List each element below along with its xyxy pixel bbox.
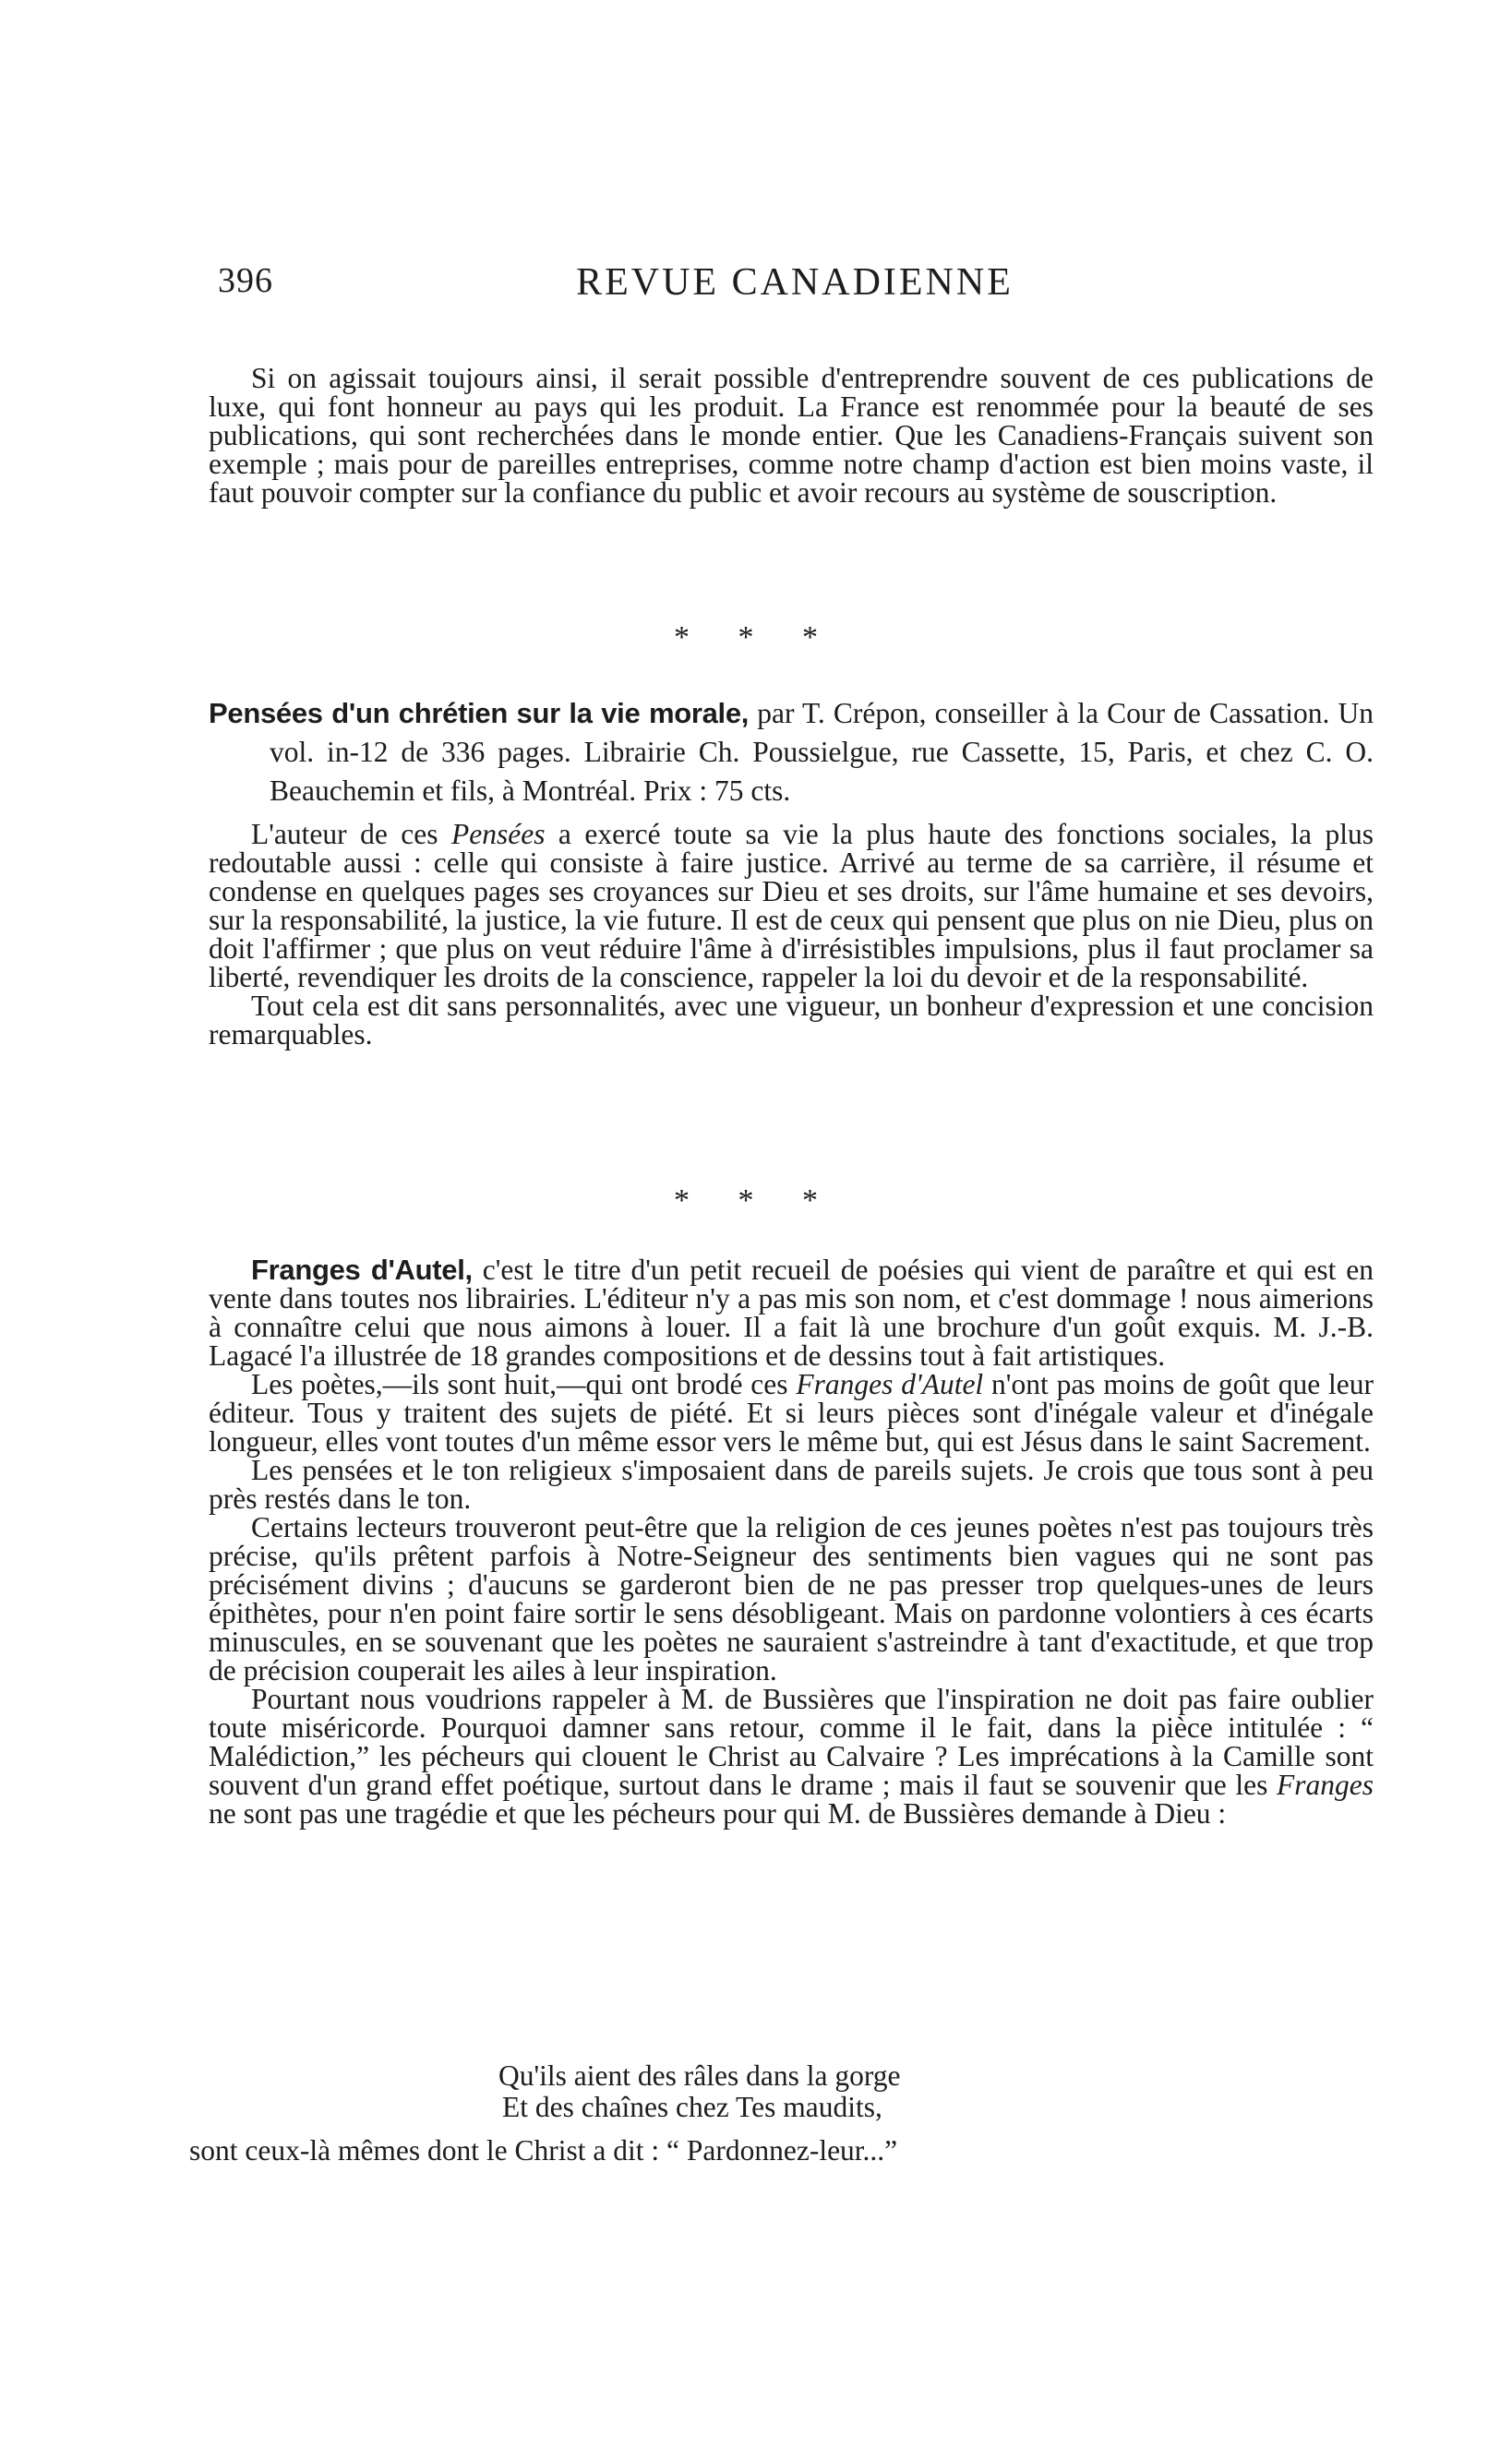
text-run: Pourtant nous voudrions rappeler à M. de Bussières que l'inspiration ne doit pas faire oublier toute miséricorde. Pourquoi damner sans retour, comme il le fait, dans la pièce intitulée : “ Malédiction,” les pécheurs qui clouent le Christ au Calvaire ? Les imprécations à la Camille sont souvent d'un grand effet poétique, surtout dans le drame ; mais il faut se souvenir que les	[209, 1683, 1374, 1801]
body-paragraph	[209, 1685, 1374, 1828]
review-citation	[209, 694, 1374, 810]
review-pensees	[209, 694, 1374, 1049]
review-franges	[209, 1255, 1374, 1828]
review-title: Pensées d'un chrétien sur la vie morale,	[209, 697, 750, 729]
verse-quotation	[498, 2060, 1145, 2123]
italic-title: Pensées	[451, 818, 546, 850]
intro-paragraph: Si on agissait toujours ainsi, il serait possible d'entreprendre souvent de ces publications de luxe, qui font honneur au pays qui les produit. La France est renommée pour la beauté de ses publications, qui sont recherchées dans le monde entier. Que les Canadiens-Français suivent son exemple ; mais pour de pareilles entreprises, comme notre champ d'action est bien moins vaste, il faut pouvoir compter sur la confiance du public et avoir recours au système de souscription.	[209, 362, 1374, 509]
running-head	[218, 260, 1372, 316]
body-paragraph	[209, 1255, 1374, 1370]
body-paragraph	[209, 820, 1374, 991]
text-run: n'ont pas moins de goût que leur éditeur. Tous y traitent des sujets de piété. Et si leurs pièces sont d'inégale valeur et d'inégale longueur, elles vont toutes d'un même essor vers le même but, qui est Jésus dans le saint Sacrement.	[209, 1368, 1374, 1458]
section-separator: * * *	[674, 620, 838, 654]
text-run: c'est le titre d'un petit recueil de poésies qui vient de paraître et qui est en vente dans toutes nos librairies. L'éditeur n'y a pas mis son nom, et c'est dommage ! nous aimerions à connaître celui que nous aimons à louer. Il a fait là une brochure d'un goût exquis. M. J.-B. Lagacé l'a illustrée de 18 grandes compositions et de dessins tout à fait artistiques.	[209, 1254, 1374, 1372]
text-run: ne sont pas une tragédie et que les pécheurs pour qui M. de Bussières demande à Dieu :	[209, 1797, 1227, 1830]
intro-section	[209, 364, 1374, 507]
verse-line: Et des chaînes chez Tes maudits,	[502, 2091, 882, 2123]
body-paragraph	[209, 1370, 1374, 1456]
body-paragraph: Certains lecteurs trouveront peut-être que la religion de ces jeunes poètes n'est pas toujours très précise, qu'ils prêtent parfois à Notre-Seigneur des sentiments bien vagues qui ne sont pas précisément divins ; d'aucuns se garderont bien de ne pas presser trop quelques-unes de leurs épithètes, pour n'en point faire sortir le sens désobligeant. Mais on pardonne volontiers à ces écarts minuscules, en se souvenant que les poètes ne sauraient s'astreindre à tant d'exactitude, et que trop de précision couperait les ailes à leur inspiration.	[209, 1511, 1374, 1687]
body-paragraph: Tout cela est dit sans personnalités, avec une vigueur, un bonheur d'expression et une concision remarquables.	[209, 990, 1374, 1050]
review-title: Franges d'Autel,	[251, 1254, 473, 1286]
verse-line: Qu'ils aient des râles dans la gorge	[498, 2059, 901, 2092]
text-run: L'auteur de ces	[251, 818, 451, 850]
page-number: 396	[218, 261, 273, 300]
body-paragraph: Les pensées et le ton religieux s'imposaient dans de pareils sujets. Je crois que tous sont à peu près restés dans le ton.	[209, 1454, 1374, 1515]
closing-line: sont ceux-là mêmes dont le Christ a dit : “ Pardonnez-leur...”	[189, 2134, 898, 2167]
text-run: Les poètes,—ils sont huit,—qui ont brodé ces	[251, 1368, 797, 1400]
journal-title: REVUE CANADIENNE	[576, 261, 1014, 304]
text-run: a exercé toute sa vie la plus haute des fonctions sociales, la plus redoutable aussi : celle qui consiste à faire justice. Arrivé au terme de sa carrière, il résume et condense en quelques pages ses croyances sur Dieu et ses droits, sur l'âme humaine et ses devoirs, sur la responsabilité, la justice, la vie future. Il est de ceux qui pensent que plus on nie Dieu, plus on doit l'affirmer ; que plus on veut réduire l'âme à d'irrésistibles impulsions, plus il faut proclamer sa liberté, revendiquer les droits de la conscience, rappeler la loi du devoir et de la responsabilité.	[209, 818, 1374, 993]
review-citation-text: par T. Crépon, conseiller à la Cour de Cassation. Un vol. in-12 de 336 pages. Librairie Ch. Poussielgue, rue Cassette, 15, Paris, et chez C. O. Beauchemin et fils, à Montréal. Prix : 75 cts.	[270, 697, 1374, 807]
italic-title: Franges d'Autel	[796, 1368, 984, 1400]
italic-title: Franges	[1277, 1769, 1374, 1801]
section-separator: * * *	[674, 1183, 838, 1218]
